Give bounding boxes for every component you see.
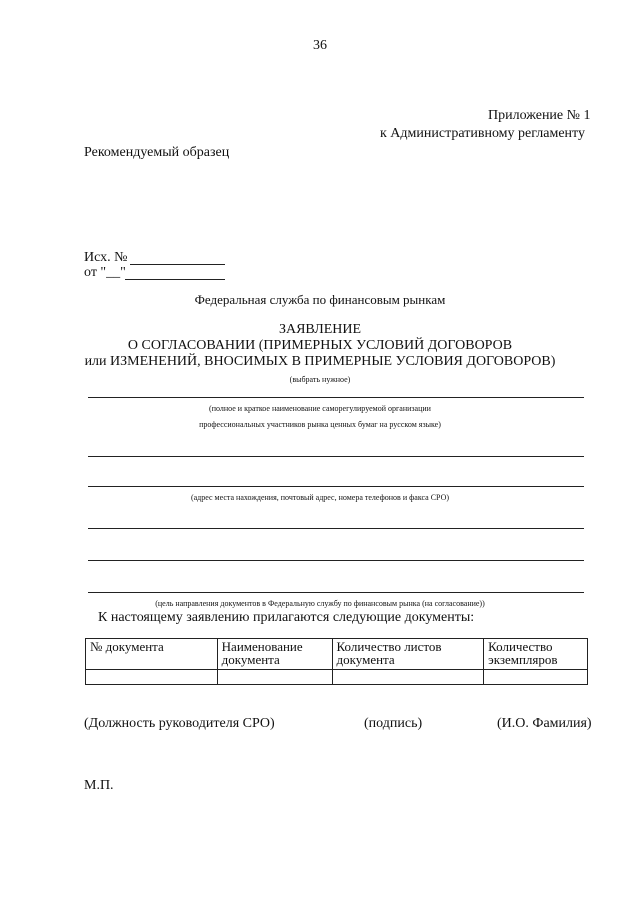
purpose-hint: (цель направления документов в Федеральную службу по финансовым рынка (на согласование)) xyxy=(155,599,485,608)
outgoing-number-label: Исх. № xyxy=(84,250,128,265)
purpose-line xyxy=(88,592,584,593)
signature-position: (Должность руководителя СРО) xyxy=(84,716,275,731)
title-line-2: О СОГЛАСОВАНИИ (ПРИМЕРНЫХ УСЛОВИЙ ДОГОВОРОВ xyxy=(127,338,513,353)
appendix-line-2: к Административному регламенту xyxy=(380,126,585,141)
table-cell xyxy=(86,670,218,685)
appendix-line-1: Приложение № 1 xyxy=(488,108,591,123)
org-name-extra-line-1 xyxy=(88,456,584,457)
signature-sign: (подпись) xyxy=(364,716,423,731)
header-sheet-count: Количество листов документа xyxy=(332,639,484,670)
address-line-1 xyxy=(88,528,584,529)
header-doc-name: Наименование документа xyxy=(217,639,332,670)
header-copies: Количество экземпляров xyxy=(484,639,588,670)
outgoing-date-line xyxy=(125,279,225,280)
table-cell xyxy=(484,670,588,685)
org-name-hint-1: (полное и краткое наименование саморегулируемой организации xyxy=(209,404,431,413)
org-name-extra-line-2 xyxy=(88,486,584,487)
title-line-1: ЗАЯВЛЕНИЕ xyxy=(278,322,362,337)
signature-name: (И.О. Фамилия) xyxy=(497,716,592,731)
table-header-row xyxy=(86,639,588,670)
header-doc-number: № документа xyxy=(86,639,218,670)
table-cell xyxy=(332,670,484,685)
title-line-3: или ИЗМЕНЕНИЙ, ВНОСИМЫХ В ПРИМЕРНЫЕ УСЛОВИЯ ДОГОВОРОВ) xyxy=(84,354,556,369)
outgoing-date-label: от "__" xyxy=(84,265,126,280)
addressee: Федеральная служба по финансовым рынкам xyxy=(194,292,446,307)
address-hint: (адрес места нахождения, почтовый адрес, номера телефонов и факса СРО) xyxy=(190,493,450,502)
org-name-line xyxy=(88,397,584,398)
title-hint: (выбрать нужное) xyxy=(289,375,351,384)
stamp-label: М.П. xyxy=(84,778,114,793)
sample-label: Рекомендуемый образец xyxy=(84,145,230,160)
page-number: 36 xyxy=(313,38,327,53)
address-line-2 xyxy=(88,560,584,561)
table-cell xyxy=(217,670,332,685)
table-row xyxy=(86,670,588,685)
org-name-hint-2: профессиональных участников рынка ценных бумаг на русском языке) xyxy=(199,420,441,429)
documents-table xyxy=(85,638,588,685)
outgoing-number-line xyxy=(130,264,225,265)
attached-intro: К настоящему заявлению прилагаются следующие документы: xyxy=(98,610,475,625)
